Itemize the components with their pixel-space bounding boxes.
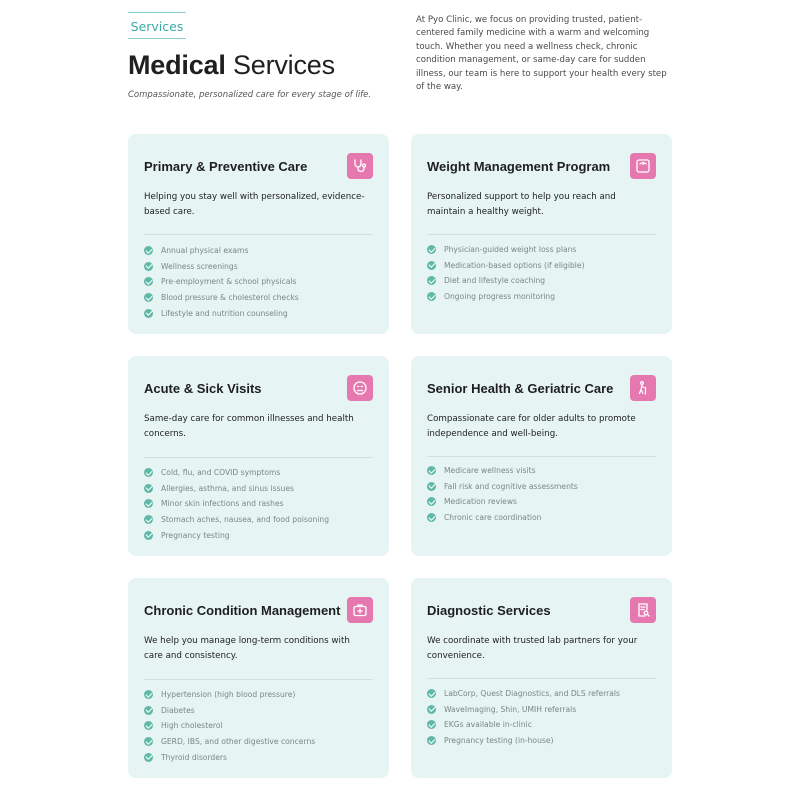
list-item: WaveImaging, Shin, UMIH referrals <box>427 702 620 718</box>
check-icon <box>144 293 153 302</box>
sick-face-icon <box>347 375 373 401</box>
check-icon <box>144 753 153 762</box>
list-item: Wellness screenings <box>144 259 299 275</box>
service-list <box>427 686 620 748</box>
check-icon <box>427 689 436 698</box>
check-icon <box>427 482 436 491</box>
list-item: GERD, IBS, and other digestive concerns <box>144 734 315 750</box>
card-description: We coordinate with trusted lab partners for your convenience. <box>427 636 638 661</box>
service-card-weight-management <box>411 134 672 334</box>
card-description: Helping you stay well with personalized, evidence-based care. <box>144 192 365 217</box>
lab-report-icon <box>630 597 656 623</box>
stethoscope-icon <box>347 153 373 179</box>
services-tag: Services <box>128 12 186 39</box>
check-icon <box>427 720 436 729</box>
card-divider <box>427 678 656 679</box>
list-item: Ongoing progress monitoring <box>427 289 585 305</box>
check-icon <box>144 468 153 477</box>
medical-kit-icon <box>347 597 373 623</box>
list-item: Pregnancy testing (in-house) <box>427 733 620 749</box>
check-icon <box>144 499 153 508</box>
card-divider <box>144 679 373 680</box>
check-icon <box>427 736 436 745</box>
check-icon <box>427 705 436 714</box>
list-item: Diabetes <box>144 703 315 719</box>
check-icon <box>144 690 153 699</box>
card-description: Compassionate care for older adults to promote independence and well-being. <box>427 414 636 439</box>
list-item: Blood pressure & cholesterol checks <box>144 290 299 306</box>
check-icon <box>144 484 153 493</box>
card-title: Primary & Preventive Care <box>144 159 308 174</box>
card-divider <box>144 457 373 458</box>
check-icon <box>427 513 436 522</box>
list-item: Pregnancy testing <box>144 527 329 543</box>
card-divider <box>427 234 656 235</box>
check-icon <box>144 706 153 715</box>
check-icon <box>144 262 153 271</box>
service-card-acute-sick <box>128 356 389 556</box>
check-icon <box>144 737 153 746</box>
card-divider <box>144 234 373 235</box>
list-item: Medication reviews <box>427 494 578 510</box>
list-item: Cold, flu, and COVID symptoms <box>144 465 329 481</box>
scale-icon <box>630 153 656 179</box>
check-icon <box>427 261 436 270</box>
list-item: Medication-based options (if eligible) <box>427 258 585 274</box>
list-item: Lifestyle and nutrition counseling <box>144 305 299 321</box>
service-card-chronic-condition <box>128 578 389 778</box>
list-item: Physician-guided weight loss plans <box>427 242 585 258</box>
list-item: Pre-employment & school physicals <box>144 274 299 290</box>
service-card-primary-care <box>128 134 389 334</box>
card-title: Acute & Sick Visits <box>144 381 262 396</box>
card-title: Senior Health & Geriatric Care <box>427 381 614 396</box>
check-icon <box>427 276 436 285</box>
service-list <box>427 242 585 304</box>
check-icon <box>144 531 153 540</box>
list-item: Thyroid disorders <box>144 749 315 765</box>
check-icon <box>427 292 436 301</box>
list-item: High cholesterol <box>144 718 315 734</box>
service-list <box>144 465 329 543</box>
card-description: Same-day care for common illnesses and health concerns. <box>144 414 354 439</box>
list-item: Stomach aches, nausea, and food poisoning <box>144 512 329 528</box>
service-card-diagnostic <box>411 578 672 778</box>
card-description: Personalized support to help you reach and maintain a healthy weight. <box>427 192 616 217</box>
list-item: EKGs available in-clinic <box>427 717 620 733</box>
page-title-bold: Medical <box>128 50 226 80</box>
card-title: Chronic Condition Management <box>144 603 341 618</box>
check-icon <box>144 309 153 318</box>
card-title: Diagnostic Services <box>427 603 551 618</box>
card-title: Weight Management Program <box>427 159 611 174</box>
list-item: Annual physical exams <box>144 243 299 259</box>
list-item: Diet and lifestyle coaching <box>427 273 585 289</box>
intro-paragraph: At Pyo Clinic, we focus on providing trusted, patient-centered family medicine with a warm and welcoming touch. Whether you need a wellness check, chronic condition management, or same-day care for sudden illness, our team is here to support your health every step of the way. <box>416 15 667 93</box>
list-item: Allergies, asthma, and sinus issues <box>144 481 329 497</box>
elderly-person-icon <box>630 375 656 401</box>
service-list <box>144 687 315 765</box>
card-description: We help you manage long-term conditions with care and consistency. <box>144 636 350 661</box>
list-item: Hypertension (high blood pressure) <box>144 687 315 703</box>
check-icon <box>144 721 153 730</box>
page-title <box>128 48 335 82</box>
list-item: Chronic care coordination <box>427 510 578 526</box>
service-list <box>144 243 299 321</box>
check-icon <box>427 497 436 506</box>
service-card-senior-health <box>411 356 672 556</box>
list-item: Fall risk and cognitive assessments <box>427 479 578 495</box>
list-item: LabCorp, Quest Diagnostics, and DLS referrals <box>427 686 620 702</box>
list-item: Minor skin infections and rashes <box>144 496 329 512</box>
service-list <box>427 463 578 525</box>
list-item: Medicare wellness visits <box>427 463 578 479</box>
check-icon <box>144 277 153 286</box>
check-icon <box>427 245 436 254</box>
page-title-light: Services <box>232 50 335 80</box>
page-tagline: Compassionate, personalized care for every stage of life. <box>128 90 372 100</box>
check-icon <box>144 246 153 255</box>
check-icon <box>144 515 153 524</box>
card-divider <box>427 456 656 457</box>
check-icon <box>427 466 436 475</box>
